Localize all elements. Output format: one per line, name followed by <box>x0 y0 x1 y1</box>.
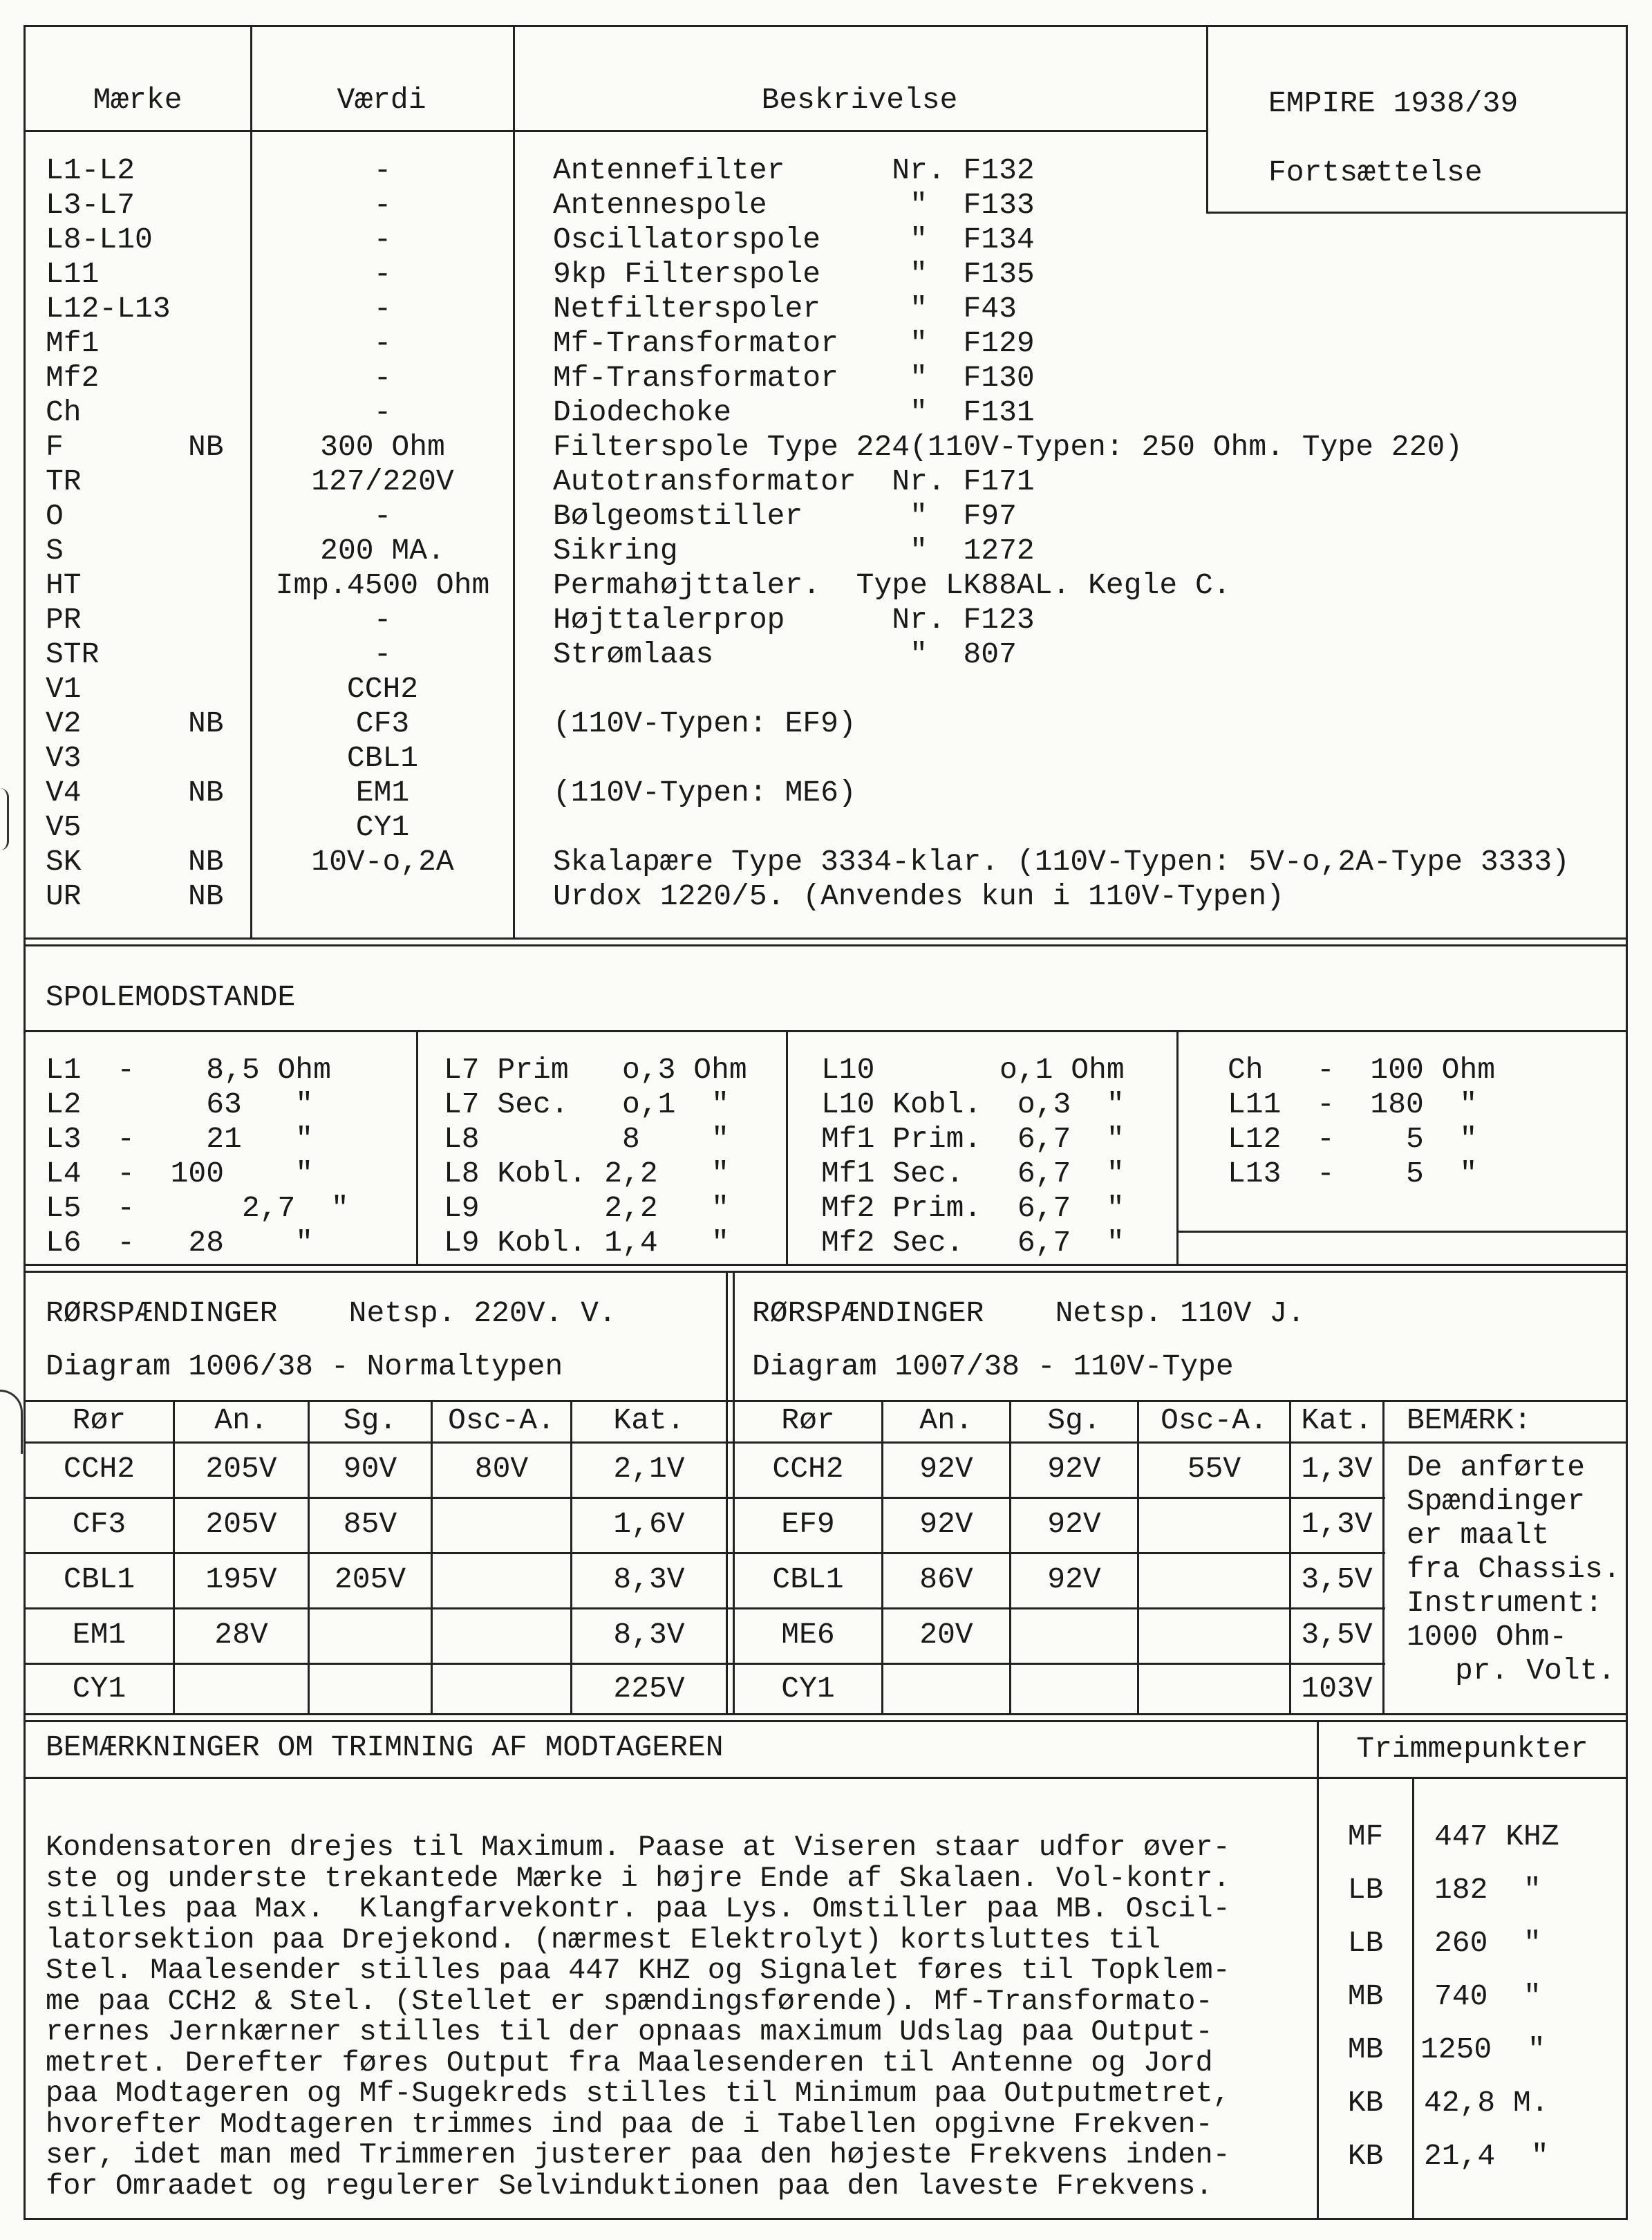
ror-right-cell: 3,5V <box>1301 1562 1373 1596</box>
trimning-line: stilles paa Max. Klangfarvekontr. paa Lys. Omstiller paa MB. Oscil- <box>46 1892 1230 1925</box>
spole-column-2 <box>444 1053 747 1260</box>
trim-band: LB <box>1347 1873 1384 1907</box>
part-beskrivelse: Mf-Transformator " F129 <box>553 326 1035 360</box>
ror-left-header-kat: Kat. <box>613 1403 685 1437</box>
ror-right-header-sg: Sg. <box>1047 1403 1101 1437</box>
spole-entry: Mf1 Prim. 6,7 " <box>821 1122 1125 1156</box>
trim-freq: 740 " <box>1434 1979 1541 2013</box>
part-vaerdi: - <box>373 637 392 671</box>
part-nb <box>188 637 243 672</box>
part-nb <box>188 534 243 568</box>
document-subtitle: Fortsættelse <box>1268 156 1483 189</box>
part-marke: Mf1 <box>46 326 100 360</box>
trim-band: LB <box>1347 1926 1384 1960</box>
ror-right-header-osc: Osc-A. <box>1161 1403 1268 1437</box>
trim-freq: 182 " <box>1434 1873 1541 1907</box>
part-nb <box>188 465 243 499</box>
spole-entry: Ch - 100 Ohm <box>1228 1053 1496 1087</box>
trim-freq: 42,8 M. <box>1424 2086 1549 2120</box>
part-marke: S <box>46 534 64 568</box>
header-vaerdi: Værdi <box>337 83 426 117</box>
ror-left-cell: 195V <box>205 1562 277 1596</box>
part-beskrivelse: Autotransformator Nr. F171 <box>553 465 1035 498</box>
part-marke: Ch <box>46 395 82 429</box>
part-nb <box>188 741 243 776</box>
ror-left-cell: 8,3V <box>613 1562 685 1596</box>
trim-freq: 1250 " <box>1420 2033 1546 2066</box>
part-vaerdi: 300 Ohm <box>320 430 445 464</box>
part-beskrivelse: Bølgeomstiller " F97 <box>553 499 1017 533</box>
part-nb <box>188 326 243 361</box>
spole-entry: L4 - 100 " <box>46 1157 314 1191</box>
ror-left-title: RØRSPÆNDINGER Netsp. 220V. V. <box>46 1296 617 1330</box>
spole-entry: L9 2,2 " <box>444 1191 729 1225</box>
part-nb <box>188 153 243 188</box>
part-vaerdi: - <box>373 603 392 637</box>
part-nb <box>188 292 243 326</box>
part-marke: PR <box>46 603 82 637</box>
spole-entry: L9 Kobl. 1,4 " <box>444 1226 729 1260</box>
trimning-line: ste og underste trekantede Mærke i højre Ende af Skalaen. Vol-kontr. <box>46 1861 1230 1895</box>
part-nb: NB <box>188 707 224 740</box>
trim-band: MB <box>1347 2033 1384 2066</box>
part-marke: SK <box>46 845 82 879</box>
ror-left-cell: 85V <box>343 1507 397 1541</box>
part-nb <box>188 395 243 430</box>
trimmepunkter-title: Trimmepunkter <box>1356 1732 1588 1766</box>
spole-entry: L7 Prim o,3 Ohm <box>444 1053 747 1087</box>
part-nb <box>188 603 243 637</box>
spole-entry: L12 - 5 " <box>1228 1122 1478 1156</box>
ror-right-diagram: Diagram 1007/38 - 110V-Type <box>752 1350 1234 1383</box>
trim-band: MF <box>1347 1820 1384 1854</box>
ror-right-cell: CBL1 <box>772 1562 844 1596</box>
part-marke: L11 <box>46 257 100 291</box>
ror-right-cell: 20V <box>919 1618 973 1652</box>
bemaerk-line: er maalt <box>1407 1518 1550 1552</box>
parts-vaerdi-column <box>252 153 513 914</box>
bemaerk-note <box>1407 1450 1621 1688</box>
trimning-title: BEMÆRKNINGER OM TRIMNING AF MODTAGEREN <box>46 1730 724 1764</box>
part-marke: V4 <box>46 776 82 810</box>
part-beskrivelse: 9kp Filterspole " F135 <box>553 257 1035 291</box>
ror-left-cell: 80V <box>474 1452 529 1486</box>
part-vaerdi: - <box>373 395 392 429</box>
part-marke: F <box>46 430 64 464</box>
part-vaerdi: Imp.4500 Ohm <box>275 568 490 602</box>
trim-freq: 21,4 " <box>1424 2139 1549 2173</box>
spole-entry: Mf1 Sec. 6,7 " <box>821 1157 1125 1191</box>
ror-left-cell: 205V <box>205 1507 277 1541</box>
ror-left-cell: 205V <box>205 1452 277 1486</box>
ror-left-diagram: Diagram 1006/38 - Normaltypen <box>46 1350 563 1383</box>
ror-right-cell: 92V <box>1047 1507 1101 1541</box>
part-beskrivelse: Sikring " 1272 <box>553 534 1035 568</box>
spole-column-4 <box>1228 1053 1495 1191</box>
part-nb <box>188 188 243 223</box>
ror-right-cell: 3,5V <box>1301 1618 1373 1652</box>
part-marke: V1 <box>46 672 82 706</box>
spole-entry: Mf2 Prim. 6,7 " <box>821 1191 1125 1225</box>
bemaerk-line: Instrument: <box>1407 1586 1603 1620</box>
spole-entry: L1 - 8,5 Ohm <box>46 1053 331 1087</box>
part-marke: L8-L10 <box>46 223 153 256</box>
part-nb <box>188 223 243 257</box>
part-vaerdi: - <box>373 361 392 395</box>
part-beskrivelse: Antennefilter Nr. F132 <box>553 153 1035 187</box>
trim-band: KB <box>1347 2139 1384 2173</box>
ror-right-cell: 55V <box>1187 1452 1241 1486</box>
ror-left-cell: 8,3V <box>613 1618 685 1652</box>
bemaerk-line: 1000 Ohm- <box>1407 1620 1568 1654</box>
part-vaerdi: - <box>373 153 392 187</box>
ror-right-cell: 86V <box>919 1562 973 1596</box>
part-marke: V2 <box>46 707 82 740</box>
part-marke: L3-L7 <box>46 188 135 222</box>
ror-right-cell: ME6 <box>781 1618 835 1652</box>
ror-right-cell: 92V <box>1047 1452 1101 1486</box>
spole-entry: L11 - 180 " <box>1228 1088 1478 1121</box>
part-nb <box>188 499 243 534</box>
ror-right-cell: 92V <box>1047 1562 1101 1596</box>
bemaerk-header: BEMÆRK: <box>1407 1403 1532 1437</box>
ror-right-cell: 103V <box>1301 1672 1373 1706</box>
part-vaerdi: - <box>373 326 392 360</box>
part-vaerdi: CF3 <box>355 707 410 740</box>
ror-right-cell: 92V <box>919 1452 973 1486</box>
ror-left-cell: 2,1V <box>613 1452 685 1486</box>
header-beskrivelse: Beskrivelse <box>761 83 958 117</box>
spole-entry: L3 - 21 " <box>46 1122 314 1156</box>
ror-right-cell: 1,3V <box>1301 1452 1373 1486</box>
ror-right-cell: EF9 <box>781 1507 835 1541</box>
part-nb: NB <box>188 845 224 879</box>
part-beskrivelse: Antennespole " F133 <box>553 188 1035 222</box>
trimning-line: metret. Derefter føres Output fra Maalesenderen til Antenne og Jord <box>46 2046 1213 2080</box>
trimning-line: Kondensatoren drejes til Maximum. Paase at Viseren staar udfor øver- <box>46 1831 1230 1864</box>
ror-left-header-sg: Sg. <box>343 1403 397 1437</box>
part-beskrivelse: (110V-Typen: EF9) <box>553 707 856 740</box>
ror-right-cell: 1,3V <box>1301 1507 1373 1541</box>
part-marke: Mf2 <box>46 361 100 395</box>
trim-band: MB <box>1347 1979 1384 2013</box>
trimning-line: ser, idet man med Trimmeren justerer paa den højeste Frekvens inden- <box>46 2138 1230 2172</box>
part-beskrivelse: Urdox 1220/5. (Anvendes kun i 110V-Typen) <box>553 879 1284 913</box>
trimning-line: hvorefter Modtageren trimmes ind paa de i Tabellen opgivne Frekven- <box>46 2107 1213 2141</box>
spole-entry: L7 Sec. o,1 " <box>444 1088 729 1121</box>
ror-right-cell: CY1 <box>781 1672 835 1706</box>
trimning-line: rernes Jernkærner stilles til der opnaas maximum Udslag paa Output- <box>46 2015 1213 2048</box>
bemaerk-line: pr. Volt. <box>1455 1654 1616 1688</box>
bemaerk-line: Spændinger <box>1407 1484 1586 1518</box>
ror-right-title: RØRSPÆNDINGER Netsp. 110V J. <box>752 1296 1305 1330</box>
part-beskrivelse <box>553 672 1621 707</box>
spole-entry: L8 Kobl. 2,2 " <box>444 1157 729 1191</box>
spole-entry: L10 o,1 Ohm <box>821 1053 1125 1087</box>
trimning-line: me paa CCH2 & Stel. (Stellet er spændingsførende). Mf-Transformato- <box>46 1984 1213 2018</box>
ror-left-cell: CCH2 <box>63 1452 135 1486</box>
ror-left-cell: CY1 <box>72 1672 126 1706</box>
spole-entry: Mf2 Sec. 6,7 " <box>821 1226 1125 1260</box>
part-beskrivelse: Strømlaas " 807 <box>553 637 1017 671</box>
ror-left-cell: 1,6V <box>613 1507 685 1541</box>
part-beskrivelse: Oscillatorspole " F134 <box>553 223 1035 256</box>
ror-left-header-osc: Osc-A. <box>448 1403 555 1437</box>
trim-freq: 260 " <box>1434 1926 1541 1960</box>
ror-right-header-an: An. <box>919 1403 973 1437</box>
part-marke: V3 <box>46 741 82 775</box>
ror-right-header-ror: Rør <box>781 1403 835 1437</box>
part-vaerdi: - <box>373 292 392 326</box>
spole-entry: L5 - 2,7 " <box>46 1191 349 1225</box>
part-beskrivelse: Diodechoke " F131 <box>553 395 1035 429</box>
part-beskrivelse: (110V-Typen: ME6) <box>553 776 856 810</box>
ror-left-header-ror: Rør <box>72 1403 126 1437</box>
part-vaerdi: CY1 <box>355 810 410 844</box>
trimning-line: paa Modtageren og Mf-Sugekreds stilles til Minimum paa Outputmetret, <box>46 2077 1230 2110</box>
part-nb: NB <box>188 879 224 913</box>
part-beskrivelse <box>553 741 1621 776</box>
part-vaerdi: 200 MA. <box>320 534 445 568</box>
part-nb <box>188 361 243 395</box>
spole-entry: L13 - 5 " <box>1228 1157 1478 1191</box>
part-beskrivelse: Højttalerprop Nr. F123 <box>553 603 1035 637</box>
trimning-line: Stel. Maalesender stilles paa 447 KHZ og Signalet føres til Topklem- <box>46 1954 1230 1987</box>
part-marke: HT <box>46 568 82 602</box>
part-marke: V5 <box>46 810 82 844</box>
spole-entry: L10 Kobl. o,3 " <box>821 1088 1125 1121</box>
ror-left-cell: CF3 <box>72 1507 126 1541</box>
document-title: EMPIRE 1938/39 <box>1268 86 1519 120</box>
bemaerk-line: De anførte <box>1407 1450 1586 1484</box>
part-nb: NB <box>188 430 224 464</box>
trimning-line: latorsektion paa Drejekond. (nærmest Elektrolyt) kortsluttes til <box>46 1923 1161 1957</box>
part-marke: O <box>46 499 64 533</box>
trim-band: KB <box>1347 2086 1384 2120</box>
part-vaerdi: CCH2 <box>346 672 419 706</box>
part-vaerdi: CBL1 <box>346 741 419 775</box>
ror-right-cell: CCH2 <box>772 1452 844 1486</box>
part-vaerdi: - <box>373 188 392 222</box>
ror-left-header-an: An. <box>214 1403 268 1437</box>
trimning-text <box>46 1832 1230 2201</box>
part-beskrivelse: Filterspole Type 224(110V-Typen: 250 Ohm. Type 220) <box>553 430 1463 464</box>
spole-column-3 <box>821 1053 1125 1260</box>
part-marke: TR <box>46 465 82 498</box>
bemaerk-line: fra Chassis. <box>1407 1552 1621 1586</box>
trimning-line: for Omraadet og regulerer Selvinduktionen paa den laveste Frekvens. <box>46 2169 1213 2203</box>
part-vaerdi: - <box>373 257 392 291</box>
part-nb <box>188 810 243 845</box>
part-vaerdi: EM1 <box>355 776 410 810</box>
header-marke: Mærke <box>93 83 182 117</box>
part-vaerdi: - <box>373 499 392 533</box>
part-marke: L1-L2 <box>46 153 135 187</box>
spole-entry: L6 - 28 " <box>46 1226 314 1260</box>
ror-left-cell: 205V <box>334 1562 406 1596</box>
ror-left-cell: CBL1 <box>63 1562 135 1596</box>
part-vaerdi: 10V-o,2A <box>311 845 454 879</box>
parts-nb-column <box>188 153 243 914</box>
part-vaerdi <box>252 879 513 914</box>
parts-beskrivelse-column <box>553 153 1621 914</box>
part-beskrivelse: Skalapære Type 3334-klar. (110V-Typen: 5V-o,2A-Type 3333) <box>553 845 1570 879</box>
part-beskrivelse: Mf-Transformator " F130 <box>553 361 1035 395</box>
trim-freq: 447 KHZ <box>1434 1820 1559 1854</box>
part-nb <box>188 568 243 603</box>
spole-entry: L8 8 " <box>444 1122 729 1156</box>
ror-right-cell: 92V <box>919 1507 973 1541</box>
spolemodstande-title: SPOLEMODSTANDE <box>46 980 296 1014</box>
part-nb <box>188 257 243 292</box>
part-marke: STR <box>46 637 100 671</box>
part-beskrivelse: Permahøjttaler. Type LK88AL. Kegle C. <box>553 568 1231 602</box>
spole-column-1 <box>46 1053 349 1260</box>
ror-left-cell: 28V <box>214 1618 268 1652</box>
part-vaerdi: 127/220V <box>311 465 454 498</box>
part-beskrivelse: Netfilterspoler " F43 <box>553 292 1017 326</box>
ror-left-cell: 90V <box>343 1452 397 1486</box>
part-beskrivelse <box>553 810 1621 845</box>
part-nb <box>188 672 243 707</box>
ror-right-header-kat: Kat. <box>1301 1403 1373 1437</box>
part-marke: UR <box>46 879 82 913</box>
part-marke: L12-L13 <box>46 292 171 326</box>
part-nb: NB <box>188 776 224 810</box>
spole-entry: L2 63 " <box>46 1088 314 1121</box>
ror-left-cell: EM1 <box>72 1618 126 1652</box>
part-vaerdi: - <box>373 223 392 256</box>
ror-left-cell: 225V <box>613 1672 685 1706</box>
